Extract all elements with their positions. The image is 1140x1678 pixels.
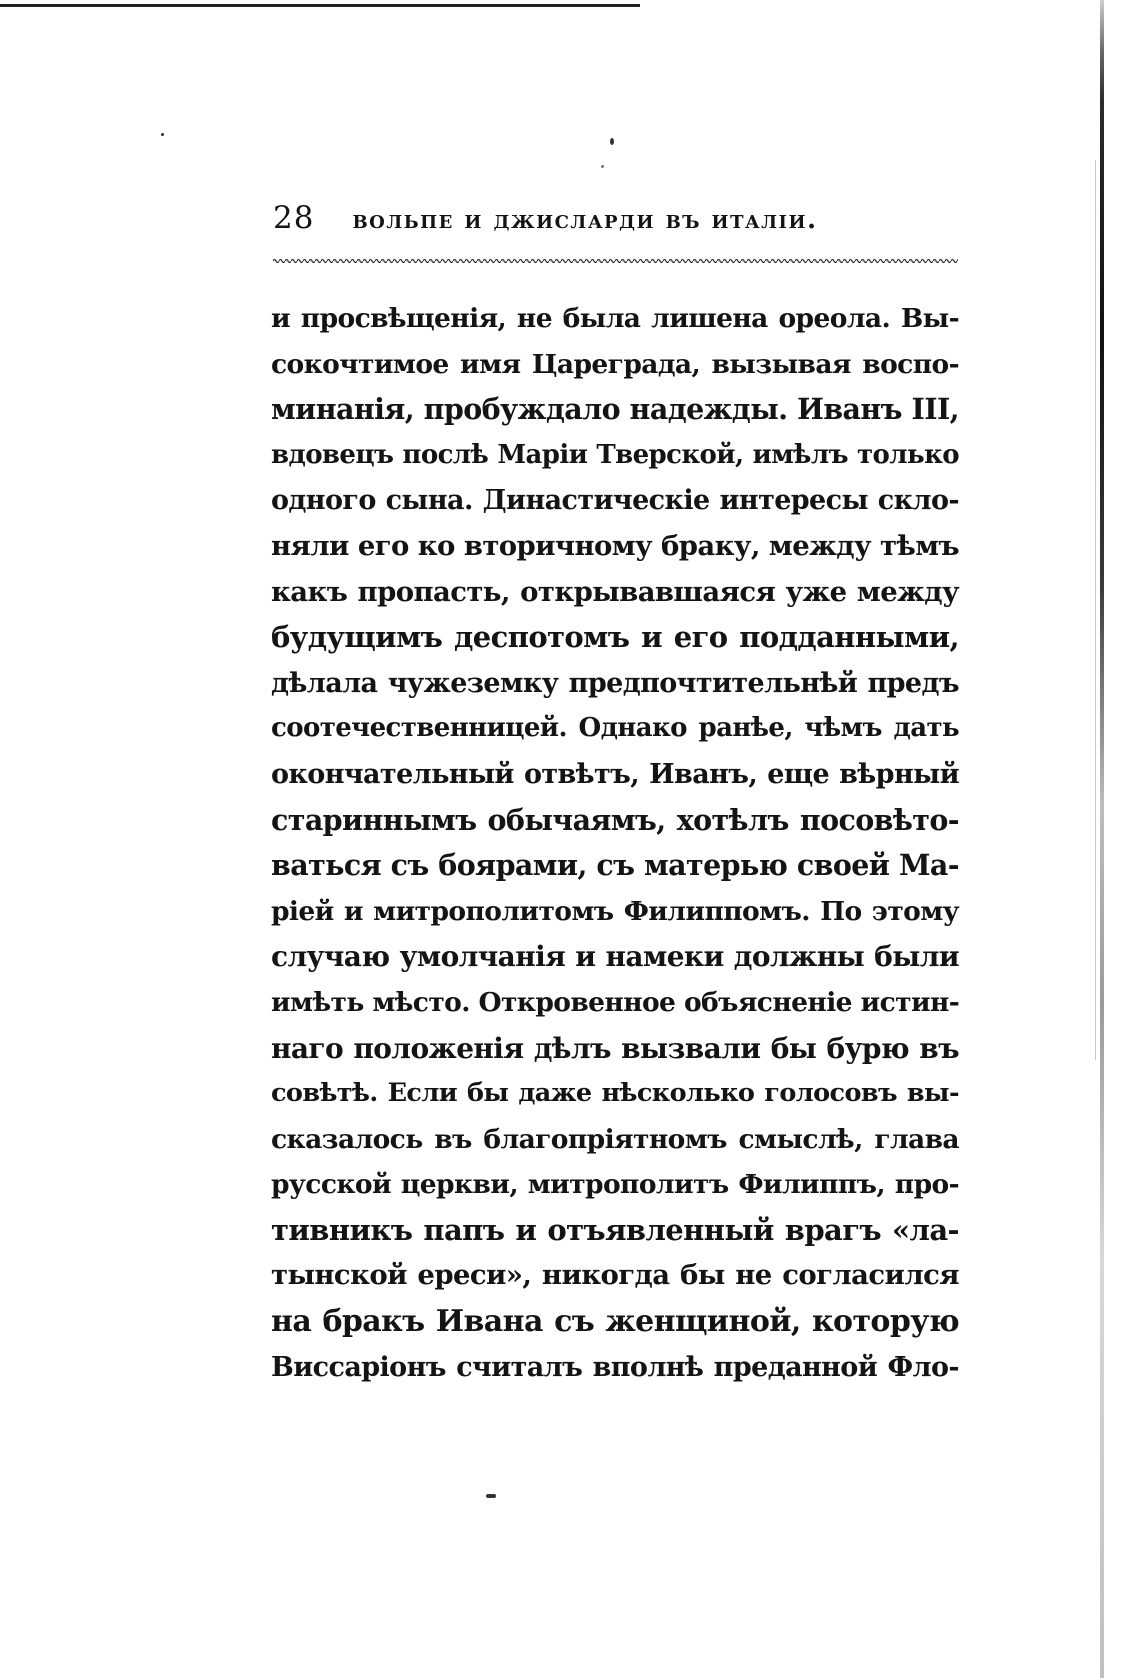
text-line: наго положенія дѣлъ вызвали бы бурю въ [271, 1031, 959, 1065]
running-head [273, 200, 953, 240]
text-line: и просвѣщенія, не была лишена ореола. Вы- [271, 303, 959, 334]
text-line: соотечественницей. Однако ранѣе, чѣмъ дать [271, 713, 959, 744]
ink-speck [486, 1494, 496, 1498]
text-line: будущимъ деспотомъ и его подданными, [271, 620, 959, 655]
text-line: стариннымъ обычаямъ, хотѣлъ посовѣто- [271, 802, 959, 837]
body-text [271, 296, 959, 1390]
text-line: тынской ереси», никогда бы не согласился [271, 1259, 959, 1292]
text-line: окончательный отвѣтъ, Иванъ, еще вѣрный [271, 758, 959, 790]
text-line: вдовецъ послѣ Маріи Тверской, имѣлъ только [271, 439, 959, 470]
text-line: минанія, пробуждало надежды. Иванъ III, [271, 392, 959, 427]
text-line: сокочтимое имя Цареграда, вызывая воспо- [271, 348, 959, 380]
text-line: одного сына. Династическіе интересы скло- [271, 485, 959, 517]
running-title: вольпе и джисларди въ италіи. [352, 205, 818, 235]
text-line: ваться съ боярами, съ матерью своей Ма- [271, 848, 959, 883]
binding-edge-shadow [1100, 0, 1104, 1678]
page-number: 28 [273, 200, 315, 236]
text-line: ріей и митрополитомъ Филиппомъ. По этому [271, 895, 959, 927]
text-line: совѣтѣ. Если бы даже нѣсколько голосовъ вы- [271, 1078, 959, 1109]
text-line: какъ пропасть, открывавшаяся уже между [271, 575, 959, 608]
binding-edge-line [1095, 160, 1096, 1060]
text-line: Виссаріонъ считалъ вполнѣ преданной Фло- [271, 1351, 959, 1383]
ink-speck [610, 138, 614, 145]
text-line: имѣть мѣсто. Откровенное объясненіе истин- [271, 986, 960, 1018]
text-line: случаю умолчанія и намеки должны были [271, 940, 959, 974]
ink-speck [601, 165, 604, 168]
text-line: сказалось въ благопріятномъ смыслѣ, глава [271, 1123, 959, 1155]
header-wavy-rule [273, 258, 958, 264]
ink-speck [161, 133, 164, 136]
text-line: на бракъ Ивана съ женщиной, которую [271, 1304, 959, 1340]
page-top-edge-rule [0, 4, 640, 7]
text-line: русской церкви, митрополитъ Филиппъ, про- [271, 1169, 959, 1201]
text-line: тивникъ папъ и отъявленный врагъ «ла- [271, 1212, 959, 1247]
text-line: няли его ко вторичному браку, между тѣмъ [271, 529, 959, 562]
text-line: дѣлала чужеземку предпочтительнѣй предъ [271, 667, 959, 699]
